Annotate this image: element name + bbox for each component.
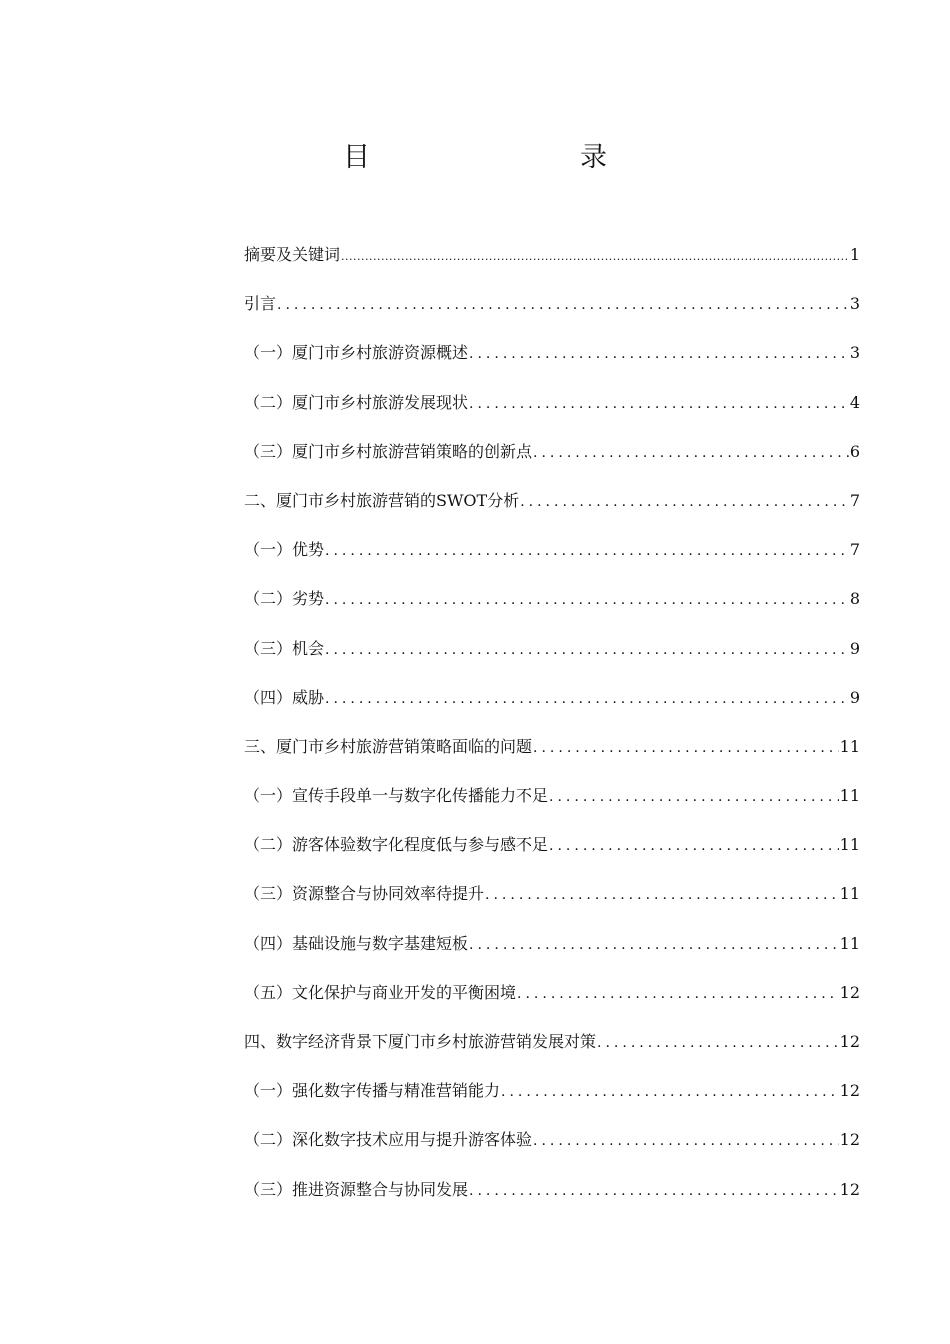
toc-entry[interactable] — [244, 634, 860, 683]
toc-entry[interactable] — [244, 1027, 860, 1076]
toc-entry-page: 12 — [839, 1032, 860, 1051]
toc-entry-label: 三、厦门市乡村旅游营销策略面临的问题 — [244, 736, 533, 756]
toc-entry-page: 9 — [849, 687, 860, 707]
toc-entry[interactable] — [244, 584, 860, 633]
toc-entry-label: 四、数字经济背景下厦门市乡村旅游营销发展对策 — [244, 1032, 597, 1051]
toc-leader-dots — [469, 1176, 839, 1206]
toc-entry-label: （一）优势 — [244, 540, 325, 560]
toc-entry-page: 11 — [839, 786, 860, 806]
toc-entry-label: （四）基础设施与数字基建短板 — [244, 933, 469, 953]
toc-leader-dots — [533, 733, 839, 763]
toc-entry-page: 7 — [849, 490, 860, 510]
toc-leader-dots — [469, 930, 839, 960]
toc-entry-label: （二）劣势 — [244, 589, 325, 609]
toc-entry-page: 11 — [839, 884, 860, 904]
toc-entry[interactable] — [244, 683, 860, 732]
toc-leader-dots — [469, 339, 849, 369]
toc-entry-label: （四）威胁 — [244, 687, 325, 707]
toc-entry-page: 4 — [849, 392, 860, 412]
toc-entry-page: 12 — [839, 982, 860, 1002]
toc-entry-label: （二）深化数字技术应用与提升游客体验 — [244, 1130, 533, 1150]
toc-leader-dots — [501, 1077, 839, 1107]
toc-entry-label: 二、厦门市乡村旅游营销的SWOT分析 — [244, 490, 520, 510]
toc-entry-label: （三）机会 — [244, 638, 325, 658]
toc-entry-page: 7 — [849, 540, 860, 560]
toc-entry-page: 11 — [839, 835, 860, 855]
toc-entry[interactable] — [244, 338, 860, 387]
toc-leader-dots — [325, 684, 849, 714]
toc-entry[interactable] — [244, 732, 860, 781]
toc-leader-dots — [341, 242, 849, 272]
toc-entry-page: 9 — [849, 638, 860, 658]
toc-entry-page: 3 — [849, 294, 860, 314]
toc-leader-dots — [520, 487, 849, 517]
toc-entry-page: 8 — [849, 589, 860, 609]
toc-entry[interactable] — [244, 1076, 860, 1125]
toc-leader-dots — [277, 290, 849, 320]
toc-entry-page: 11 — [839, 736, 860, 756]
toc-entry-page: 12 — [839, 1081, 860, 1101]
toc-leader-dots — [325, 585, 849, 615]
toc-entry-page: 6 — [849, 441, 860, 461]
page-title: 目 录 — [343, 142, 659, 173]
toc-entry-label: 引言 — [244, 294, 277, 314]
toc-entry-label: （二）厦门市乡村旅游发展现状 — [244, 392, 469, 412]
toc-leader-dots — [469, 389, 849, 419]
toc-entry[interactable] — [244, 437, 860, 486]
toc-entry-page: 12 — [839, 1179, 860, 1199]
toc-entry[interactable] — [244, 289, 860, 338]
toc-entry-label: 摘要及关键词 — [244, 245, 341, 264]
toc-entry[interactable] — [244, 535, 860, 584]
toc-entry-label: （三）厦门市乡村旅游营销策略的创新点 — [244, 441, 533, 461]
toc-leader-dots — [325, 635, 849, 665]
toc-entry[interactable] — [244, 1175, 860, 1224]
table-of-contents — [244, 240, 860, 1224]
toc-entry-label: （五）文化保护与商业开发的平衡困境 — [244, 982, 517, 1002]
toc-entry-label: （一）厦门市乡村旅游资源概述 — [244, 343, 469, 363]
toc-entry[interactable] — [244, 879, 860, 928]
toc-entry[interactable] — [244, 388, 860, 437]
toc-entry-page: 12 — [839, 1130, 860, 1150]
toc-leader-dots — [549, 831, 839, 861]
toc-entry-page: 3 — [849, 343, 860, 363]
toc-entry-label: （三）推进资源整合与协同发展 — [244, 1179, 469, 1199]
toc-entry-label: （一）宣传手段单一与数字化传播能力不足 — [244, 786, 549, 806]
toc-leader-dots — [597, 1028, 839, 1058]
toc-leader-dots — [517, 979, 839, 1009]
toc-leader-dots — [533, 1126, 839, 1156]
toc-entry-label: （三）资源整合与协同效率待提升 — [244, 884, 485, 904]
toc-entry[interactable] — [244, 978, 860, 1027]
toc-leader-dots — [325, 536, 849, 566]
toc-entry[interactable] — [244, 830, 860, 879]
toc-entry-label: （二）游客体验数字化程度低与参与感不足 — [244, 835, 549, 855]
toc-entry-page: 11 — [839, 933, 860, 953]
toc-entry-label: （一）强化数字传播与精准营销能力 — [244, 1081, 501, 1101]
toc-entry[interactable] — [244, 240, 860, 289]
toc-entry[interactable] — [244, 781, 860, 830]
toc-leader-dots — [549, 782, 839, 812]
toc-leader-dots — [485, 880, 839, 910]
toc-leader-dots — [533, 438, 849, 468]
toc-entry[interactable] — [244, 929, 860, 978]
toc-entry[interactable] — [244, 1125, 860, 1174]
toc-entry-page: 1 — [849, 245, 860, 264]
toc-entry[interactable] — [244, 486, 860, 535]
